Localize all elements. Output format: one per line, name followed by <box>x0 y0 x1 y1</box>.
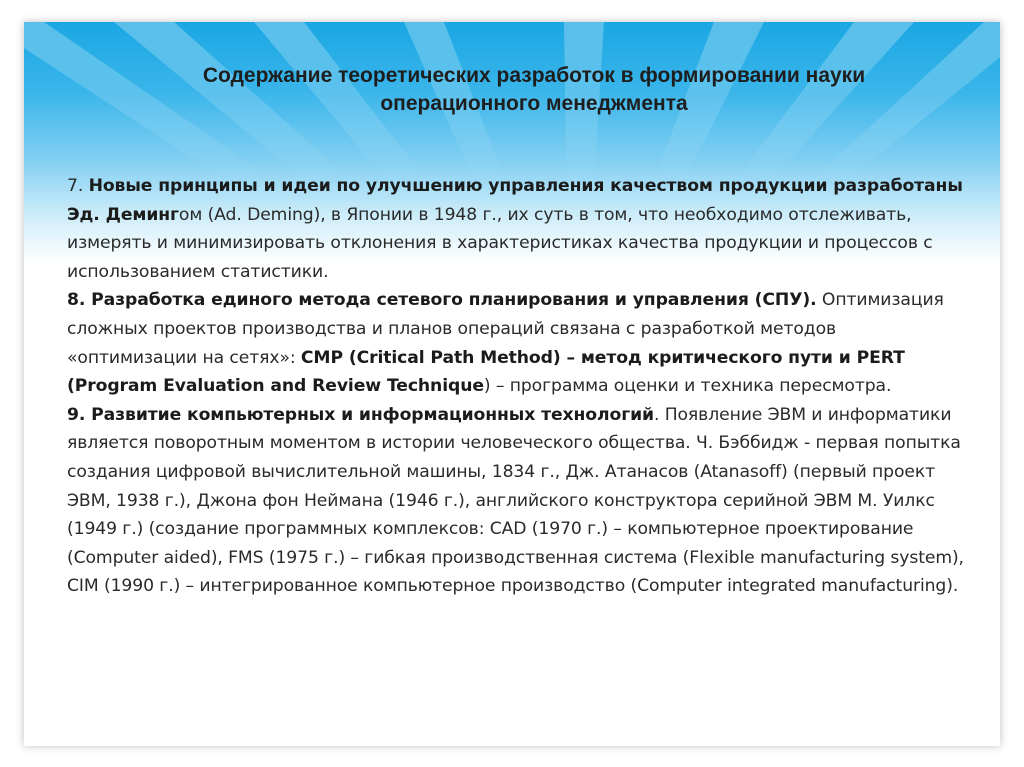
item-8-text-end: ) – программа оценки и техника пересмотра. <box>483 376 892 397</box>
item-8-paragraph <box>67 286 967 400</box>
item-7-paragraph <box>67 172 967 286</box>
item-8-text: Оптимизация сложных проектов производства и планов операций связана с разработкой методов «оптимизации на сетях»: <box>67 290 944 368</box>
item-7-text: ом (Ad. Deming), в Японии в 1948 г., их суть в том, что необходимо отслеживать, измерять и минимизировать отклонения в характеристиках качества продукции и процессов с использованием статистики. <box>67 204 933 282</box>
item-8-methods: CMP (Critical Path Method) – метод критического пути и PERT (Program Evaluation and Review Technique <box>67 347 905 397</box>
slide-title-line-1: Содержание теоретических разработок в формировании науки <box>202 64 866 87</box>
item-9-text: . Появление ЭВМ и информатики является поворотным моментом в истории человеческого общества. Ч. Бэббидж - первая попытка создания цифровой вычислительной машины, 1834 г., Дж. Атанасов (Atanasoff) (первый проект ЭВМ, 1938 г.), Джона фон Неймана (1946 г.), английского конструктора серийной ЭВМ М. Уилкс (1949 г.) (создание программных комплексов: CAD (1970 г.) – компьютерное проектирование (Computer aided), FMS (1975 г.) – гибкая производственная система (Flexible manufacturing system), CIM (1990 г.) – интегрированное компьютерное производство (Computer integrated manufacturing). <box>67 404 964 597</box>
slide <box>24 22 1000 746</box>
item-9-heading: 9. Развитие компьютерных и информационных технологий <box>67 404 654 425</box>
slide-title-line-2: операционного менеджмента <box>380 92 688 115</box>
item-7-number: 7. <box>67 176 89 196</box>
slide-title <box>94 62 974 118</box>
item-9-paragraph <box>67 401 967 601</box>
item-8-heading: 8. Разработка единого метода сетевого планирования и управления (СПУ). <box>67 290 817 311</box>
slide-body <box>67 172 967 601</box>
item-7-heading: Новые принципы и идеи по улучшению управления качеством продукции разработаны Эд. Деминг <box>67 176 963 225</box>
